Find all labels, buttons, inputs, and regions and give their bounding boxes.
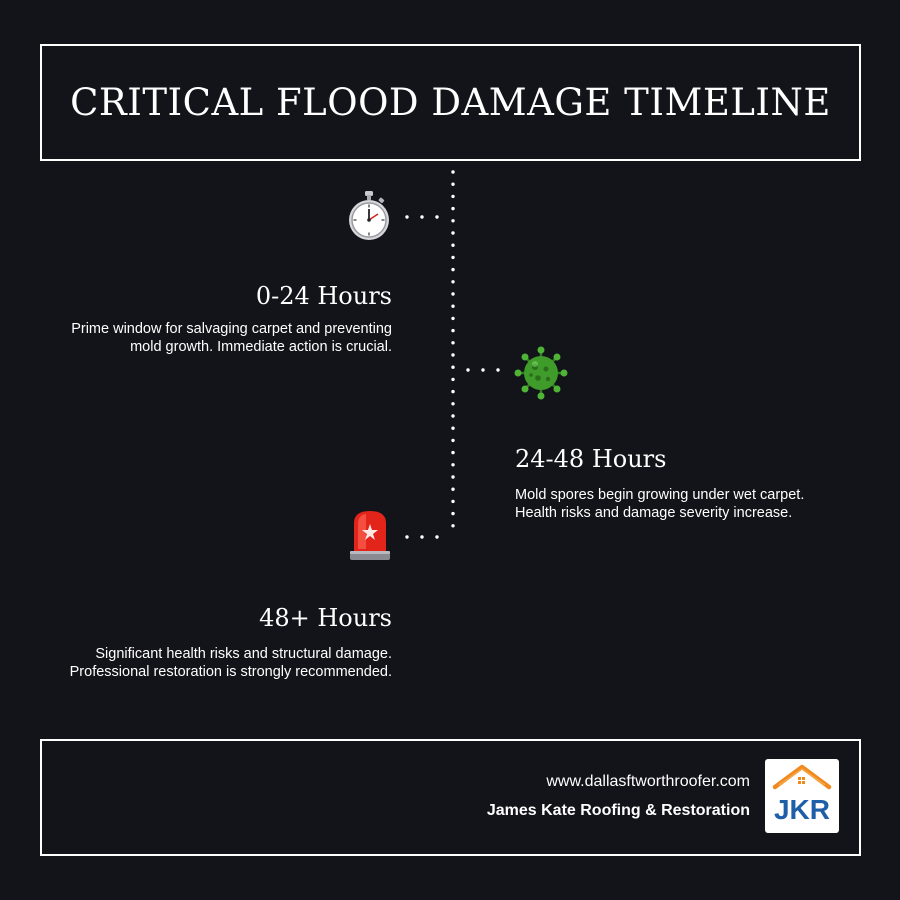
timeline-dot — [451, 292, 454, 295]
timeline-dot — [451, 341, 454, 344]
footer-banner — [40, 739, 861, 856]
branch-dot — [481, 368, 484, 371]
timeline-dot — [451, 353, 454, 356]
timeline-dot — [451, 488, 454, 491]
branch-dot — [420, 535, 423, 538]
stage-description-line: Professional restoration is strongly recommended. — [69, 664, 392, 680]
stage-description-48-plus — [12, 645, 392, 681]
timeline-dot — [451, 366, 454, 369]
stage-description-line: Significant health risks and structural damage. — [95, 646, 392, 662]
page-title: CRITICAL FLOOD DAMAGE TIMELINE — [70, 81, 831, 124]
timeline-dot — [451, 317, 454, 320]
timeline-vertical-line — [451, 170, 454, 527]
timeline-dot — [451, 195, 454, 198]
branch-dot — [435, 215, 438, 218]
branch-dot — [496, 368, 499, 371]
timeline-dot — [451, 463, 454, 466]
logo-text: JKR — [773, 794, 831, 825]
timeline-branch-2 — [466, 368, 499, 371]
branch-dot — [405, 215, 408, 218]
timeline-dot — [451, 439, 454, 442]
timeline-dot — [451, 183, 454, 186]
siren-icon — [347, 507, 393, 561]
timeline-dot — [451, 402, 454, 405]
company-logo — [765, 759, 839, 833]
branch-dot — [466, 368, 469, 371]
timeline-dot — [451, 427, 454, 430]
company-name: James Kate Roofing & Restoration — [486, 802, 750, 819]
timeline-dot — [451, 170, 454, 173]
stopwatch-icon — [345, 190, 393, 242]
timeline-branch-3 — [405, 535, 438, 538]
timeline-dot — [451, 244, 454, 247]
website-link[interactable]: www.dallasftworthroofer.com — [546, 773, 750, 790]
timeline-dot — [451, 378, 454, 381]
microbe-icon — [513, 345, 569, 401]
stage-heading-24-48: 24-48 Hours — [515, 445, 667, 473]
branch-dot — [435, 535, 438, 538]
timeline-dot — [451, 475, 454, 478]
timeline-dot — [451, 390, 454, 393]
timeline-dot — [451, 512, 454, 515]
timeline-dot — [451, 280, 454, 283]
timeline-branch-1 — [405, 215, 438, 218]
timeline-dot — [451, 329, 454, 332]
stage-description-line: Prime window for salvaging carpet and preventing — [71, 321, 392, 337]
timeline-dot — [451, 451, 454, 454]
branch-dot — [405, 535, 408, 538]
timeline-dot — [451, 305, 454, 308]
branch-dot — [420, 215, 423, 218]
timeline-dot — [451, 231, 454, 234]
timeline-dot — [451, 268, 454, 271]
timeline-dot — [451, 414, 454, 417]
stage-description-24-48 — [515, 486, 875, 522]
timeline-dot — [451, 256, 454, 259]
timeline-dot — [451, 500, 454, 503]
timeline-dot — [451, 219, 454, 222]
stage-description-line: mold growth. Immediate action is crucial. — [130, 339, 392, 355]
stage-heading-48-plus: 48+ Hours — [259, 604, 392, 632]
stage-heading-0-24: 0-24 Hours — [255, 282, 392, 310]
timeline-dot — [451, 207, 454, 210]
timeline-dot — [451, 524, 454, 527]
stage-description-0-24 — [32, 320, 392, 356]
stage-description-line: Mold spores begin growing under wet carpet. — [515, 487, 805, 503]
stage-description-line: Health risks and damage severity increase. — [515, 505, 793, 521]
